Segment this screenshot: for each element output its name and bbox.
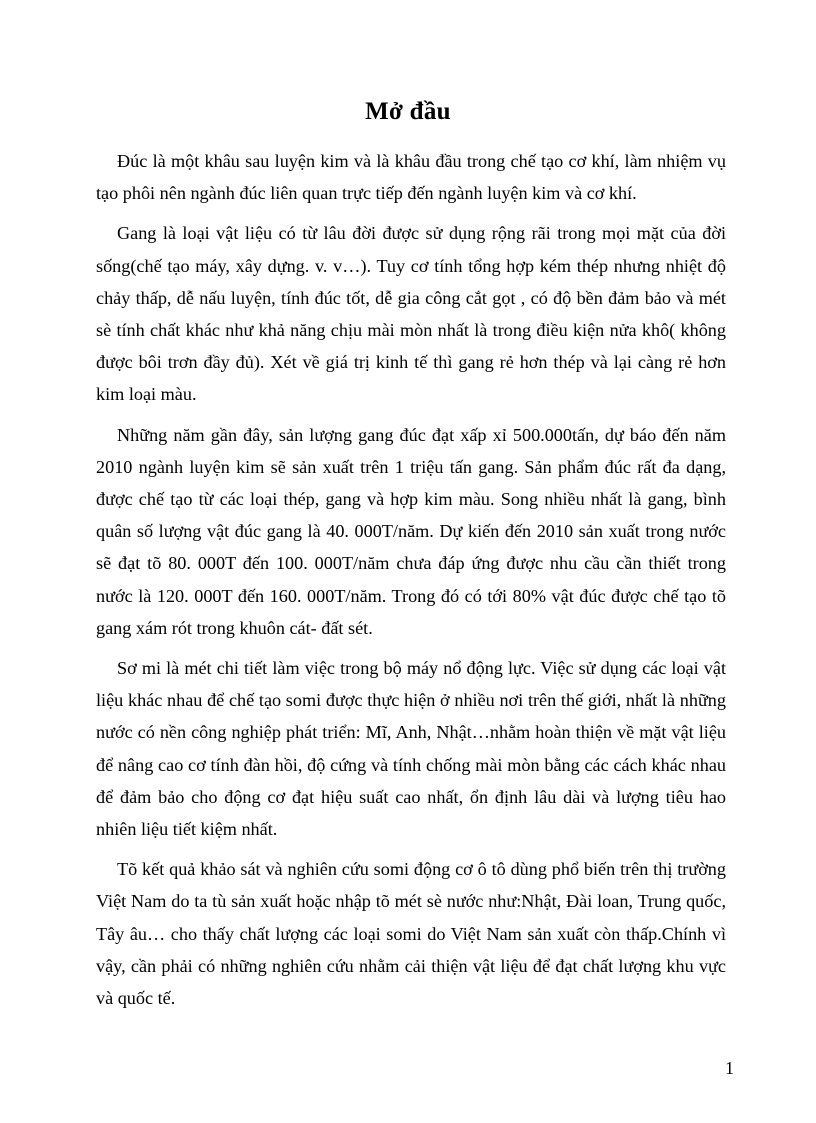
page-number: 1 [725,1058,734,1078]
body-text [96,145,726,1022]
paragraph-3: Những năm gần đây, sản lượng gang đúc đạt xấp xỉ 500.000tấn, dự báo đến năm 2010 ngành luyện kim sẽ sản xuất trên 1 triệu tấn gang. Sản phẩm đúc rất đa dạng, được chế tạo từ các loại thép, gang và hợp kim màu. Song nhiều nhất là gang, bình quân số lượng vật đúc gang là 40. 000T/năm. Dự kiến đến 2010 sản xuất trong nước sẽ đạt tõ 80. 000T đến 100. 000T/năm chưa đáp ứng được nhu cầu cần thiết trong nước là 120. 000T đến 160. 000T/năm. Trong đó có tới 80% vật đúc được chế tạo tõ gang xám rót trong khuôn cát- đất sét. [96,424,726,638]
paragraph-1: Đúc là một khâu sau luyện kim và là khâu đầu trong chế tạo cơ khí, làm nhiệm vụ tạo phôi nên ngành đúc liên quan trực tiếp đến ngành luyện kim và cơ khí. [96,151,726,204]
paragraph-2: Gang là loại vật liệu có từ lâu đời được sử dụng rộng rãi trong mọi mặt của đời sống(chế tạo máy, xây dựng. v. v…). Tuy cơ tính tổng hợp kém thép nhưng nhiệt độ chảy thấp, dễ nấu luyện, tính đúc tốt, dễ gia công cắt gọt , có độ bền đảm bảo và mét sè tính chất khác như khả năng chịu mài mòn nhất là trong điều kiện nửa khô( không được bôi trơn đầy đủ). Xét về giá trị kinh tế thì gang rẻ hơn thép và lại càng rẻ hơn kim loại màu. [96,223,726,405]
paragraph-5: Tõ kết quả khảo sát và nghiên cứu somi động cơ ô tô dùng phổ biến trên thị trường Việt Nam do ta tù sản xuất hoặc nhập tõ mét sè nước như:Nhật, Đài loan, Trung quốc, Tây âu… cho thấy chất lượng các loại somi do Việt Nam sản xuất còn thấp.Chính vì vậy, cần phải có những nghiên cứu nhằm cải thiện vật liệu để đạt chất lượng khu vực và quốc tế. [96,859,726,1009]
page-title: Mở đầu [365,98,451,125]
paragraph-4: Sơ mi là mét chi tiết làm việc trong bộ máy nổ động lực. Việc sử dụng các loại vật liệu khác nhau để chế tạo somi được thực hiện ở nhiều nơi trên thế giới, nhất là những nước có nền công nghiệp phát triển: Mĩ, Anh, Nhật…nhằm hoàn thiện về mặt vật liệu để nâng cao cơ tính đàn hồi, độ cứng và tính chống mài mòn bằng các cách khác nhau để đảm bảo cho động cơ đạt hiệu suất cao nhất, ổn định lâu dài và lượng tiêu hao nhiên liệu tiết kiệm nhất. [96,658,726,840]
